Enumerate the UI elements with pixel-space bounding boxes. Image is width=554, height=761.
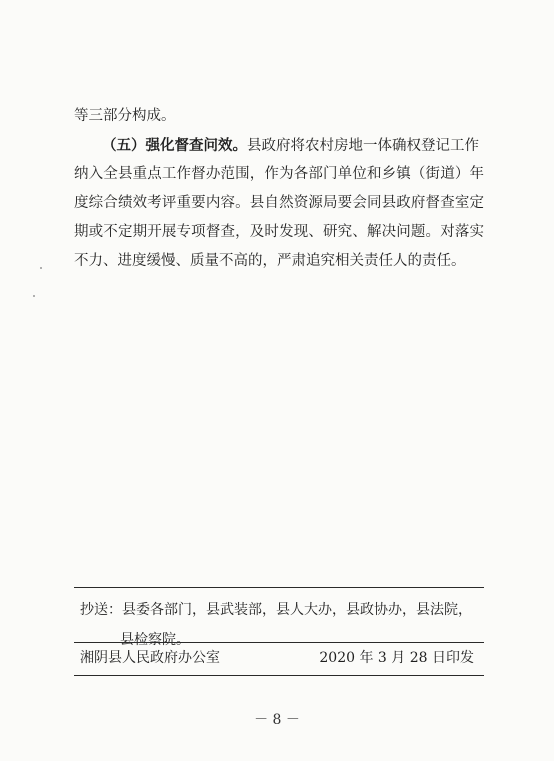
scan-speck xyxy=(40,267,42,269)
cc-line: 抄送：县委各部门，县武装部，县人大办，县政协办，县法院， xyxy=(80,602,472,618)
cc-bottom-rule xyxy=(74,642,484,643)
issue-date: 2020 年 3 月 28 日印发 xyxy=(319,650,474,666)
paragraph-first-line xyxy=(74,131,484,160)
page-number: － 8 － xyxy=(254,712,300,728)
cc-line: 县检察院。 xyxy=(120,632,190,648)
cc-top-rule xyxy=(74,587,484,588)
body-line: 不力、进度缓慢、质量不高的，严肃追究相关责任人的责任。 xyxy=(74,253,466,269)
body-line: 纳入全县重点工作督办范围，作为各部门单位和乡镇（街道）年 xyxy=(74,166,484,182)
scan-speck xyxy=(33,295,35,297)
body-line-text: 县政府将农村房地一体确权登记工作 xyxy=(247,138,479,154)
issuer: 湘阴县人民政府办公室 xyxy=(80,650,220,666)
footer-bottom-rule xyxy=(74,675,484,676)
body-line: 期或不定期开展专项督查，及时发现、研究、解决问题。对落实 xyxy=(74,224,484,240)
paragraph-heading: （五）强化督查问效。 xyxy=(102,137,247,154)
issuer-row xyxy=(80,648,474,668)
cc-block xyxy=(80,595,480,655)
body-text xyxy=(74,102,484,276)
body-line: 度综合绩效考评重要内容。县自然资源局要会同县政府督查室定 xyxy=(74,195,484,211)
body-line: 等三部分构成。 xyxy=(74,108,176,124)
